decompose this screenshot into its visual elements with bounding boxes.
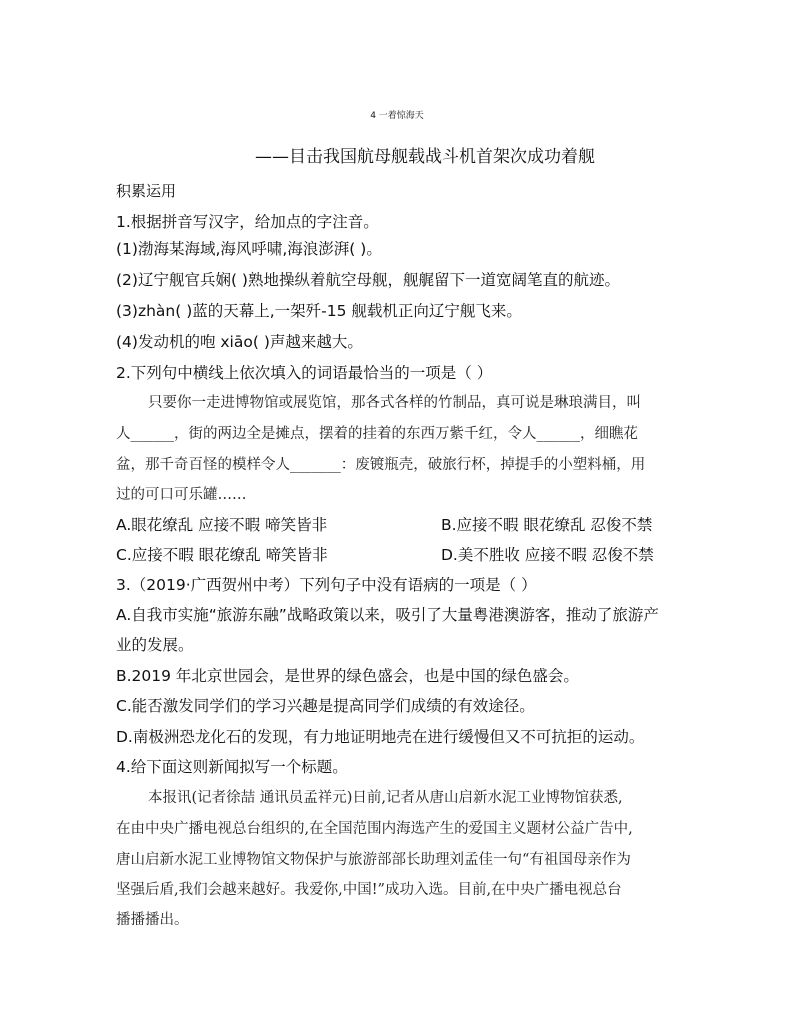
q3-option-line: A.自我市实施“旅游东融”战略政策以来，吸引了大量粤港澳游客，推动了旅游产 [116,606,659,624]
page-title: 4 一着惊海天 [370,111,424,121]
q3-option-line: D.南极洲恐龙化石的发现，有力地证明地壳在进行缓慢但又不可抗拒的运动。 [116,728,645,746]
q3-stem: 3.（2019·广西贺州中考）下列句子中没有语病的一项是（ ） [116,576,537,594]
q1-item: (3)zhàn( )蓝的天幕上,一架歼-15 舰载机正向辽宁舰飞来。 [116,302,522,320]
section-label: 积累运用 [116,182,177,200]
q3-option-line: B.2019 年北京世园会，是世界的绿色盛会，也是中国的绿色盛会。 [116,667,579,685]
q2-stem: 2.下列句中横线上依次填入的词语最恰当的一项是（ ） [116,364,493,382]
q4-passage-line: 唐山启新水泥工业博物馆文物保护与旅游部部长助理刘孟佳一句“有祖国母亲作为 [116,852,631,868]
q4-stem: 4.给下面这则新闻拟写一个标题。 [116,758,348,776]
q1-item: (2)辽宁舰官兵娴( )熟地操纵着航空母舰，舰艉留下一道宽阔笔直的航迹。 [116,271,620,289]
q1-item: (1)渤海某海域,海风呼啸,海浪澎湃( )。 [116,240,382,258]
q2-passage-line: 人______，街的两边全是摊点，摆着的挂着的东西万紫千红，令人______，细瞧花 [116,426,638,442]
q4-passage-line: 本报讯(记者徐喆 通讯员孟祥元)日前,记者从唐山启新水泥工业博物馆获悉, [148,790,623,806]
q2-option-b: B.应接不暇 眼花缭乱 忍俊不禁 [441,516,653,534]
q2-option-a: A.眼花缭乱 应接不暇 啼笑皆非 [116,516,328,534]
q1-item: (4)发动机的咆 xiāo( )声越来越大。 [116,333,363,351]
page-subtitle: ——目击我国航母舰载战斗机首架次成功着舰 [255,147,595,167]
q2-passage-line: 只要你一走进博物馆或展览馆，那各式各样的竹制品，真可说是琳琅满目，叫 [148,395,641,411]
q2-passage-line: 盆，那千奇百怪的模样令人_______：废镀瓶壳，破旅行杯，掉提手的小塑料桶，用 [116,457,646,473]
q2-option-c: C.应接不暇 眼花缭乱 啼笑皆非 [116,546,328,564]
q1-stem: 1.根据拼音写汉字，给加点的字注音。 [116,213,379,231]
q4-passage-line: 在由中央广播电视总台组织的,在全国范围内海选产生的爱国主义题材公益广告中, [116,821,633,837]
q3-option-line: C.能否激发同学们的学习兴趣是提高同学们成绩的有效途径。 [116,697,535,715]
q2-option-d: D.美不胜收 应接不暇 忍俊不禁 [441,546,654,564]
q4-passage-line: 坚强后盾,我们会越来越好。我爱你,中国!”成功入选。目前,在中央广播电视总台 [116,882,622,898]
q3-option-line: 业的发展。 [116,636,194,654]
q4-passage-line: 播播播出。 [116,912,189,928]
q2-passage-line: 过的可口可乐罐…… [116,487,247,503]
